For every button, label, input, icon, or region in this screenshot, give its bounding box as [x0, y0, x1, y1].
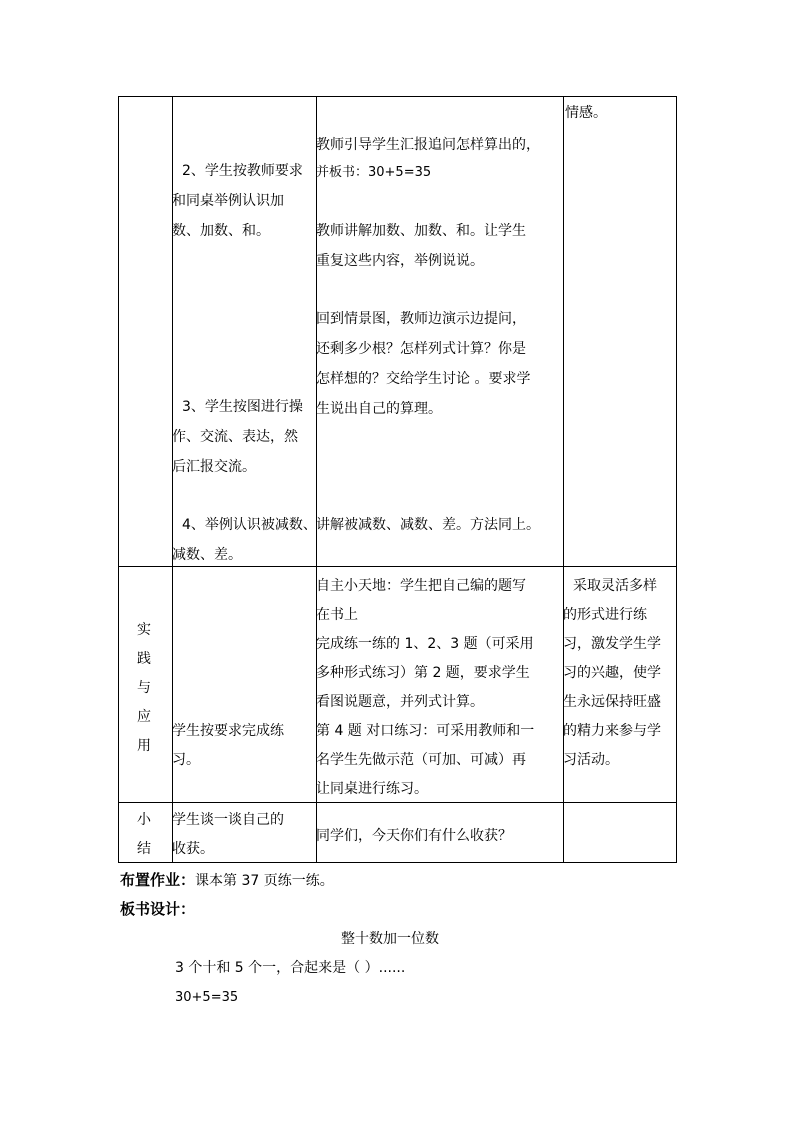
row2-teacher-line: 看图说题意，并列式计算。 [316, 694, 484, 710]
row2-intent-line: 生永远保持旺盛 [563, 694, 661, 710]
row1-teacher-line: 怎样想的？交给学生讨论 。要求学 [316, 371, 531, 387]
row1-student-line: 数、加数、和。 [172, 223, 270, 239]
row1-teacher-line: 生说出自己的算理。 [316, 401, 442, 417]
row1-teacher-line: 回到情景图，教师边演示边提问， [316, 311, 526, 327]
homework-text: 课本第 37 页练一练。 [195, 873, 334, 889]
table-line-bottom [118, 862, 677, 863]
board-line-1: 3 个十和 5 个一，合起来是（ ）...... [175, 960, 406, 976]
row1-student-line: 作、交流、表达，然 [172, 429, 298, 445]
table-line-top [118, 96, 677, 97]
table-line-col4 [676, 96, 677, 863]
row3-student-line: 学生谈一谈自己的 [172, 812, 284, 828]
stage-char: 实 [137, 622, 151, 638]
stage-char: 用 [137, 738, 151, 754]
row1-intent-text: 情感。 [565, 105, 607, 121]
row1-student-line: 3、学生按图进行操 [182, 399, 303, 415]
row2-intent-line: 的形式进行练 [563, 607, 647, 623]
row1-student-line: 减数、差。 [172, 547, 242, 563]
row2-teacher-line: 在书上 [316, 607, 358, 623]
row1-student-line: 和同桌举例认识加 [172, 193, 284, 209]
homework-line [120, 870, 334, 891]
homework-label: 布置作业： [120, 871, 196, 889]
row2-teacher-line: 让同桌进行练习。 [316, 781, 428, 797]
row1-teacher-line: 讲解被减数、减数、差。方法同上。 [316, 517, 540, 533]
row3-student-line: 收获。 [172, 841, 214, 857]
board-line-2: 30+5=35 [175, 990, 239, 1005]
row1-teacher-line: 教师讲解加数、加数、和。让学生 [316, 223, 526, 239]
table-line-col0 [118, 96, 119, 863]
row2-intent-line: 习，激发学生学 [563, 636, 661, 652]
stage-char: 小 [137, 812, 151, 828]
row2-student-line: 学生按要求完成练 [172, 723, 284, 739]
stage-char: 应 [137, 709, 151, 725]
row1-teacher-line: 重复这些内容，举例说说。 [316, 253, 484, 269]
stage-char: 结 [137, 841, 151, 857]
row2-teacher-line: 完成练一练的 1、2、3 题（可采用 [316, 636, 534, 652]
row2-student-line: 习。 [172, 752, 200, 768]
row1-student-line: 4、举例认识被减数、 [182, 517, 317, 533]
table-line-col1 [172, 96, 173, 863]
board-title: 整十数加一位数 [341, 931, 439, 947]
row2-teacher-line: 第 4 题 对口练习：可采用教师和一 [316, 723, 535, 739]
row2-intent-line: 的精力来参与学 [563, 723, 661, 739]
board-label: 板书设计： [120, 900, 196, 918]
table-line-col2 [316, 96, 317, 863]
stage-char: 与 [137, 680, 151, 696]
row1-teacher-line: 还剩多少根？怎样列式计算？你是 [316, 341, 526, 357]
row2-intent-line: 采取灵活多样 [573, 578, 657, 594]
table-line-row1-bottom [118, 566, 677, 567]
row2-teacher-line: 自主小天地：学生把自己编的题写 [316, 578, 526, 594]
row1-teacher-line: 并板书：30+5=35 [316, 165, 432, 180]
row1-teacher-line: 教师引导学生汇报追问怎样算出的， [316, 137, 540, 153]
table-line-col3 [563, 96, 564, 863]
row2-teacher-line: 多种形式练习）第 2 题，要求学生 [316, 665, 530, 681]
row3-teacher-text: 同学们，今天你们有什么收获？ [316, 828, 512, 844]
row2-intent-line: 习活动。 [563, 752, 619, 768]
stage-char: 践 [137, 651, 151, 667]
row2-teacher-line: 名学生先做示范（可加、可减）再 [316, 752, 526, 768]
row2-intent-line: 习的兴趣，使学 [563, 665, 661, 681]
table-line-row2-bottom [118, 802, 677, 803]
row1-student-line: 后汇报交流。 [172, 459, 256, 475]
row1-student-line: 2、学生按教师要求 [182, 163, 303, 179]
